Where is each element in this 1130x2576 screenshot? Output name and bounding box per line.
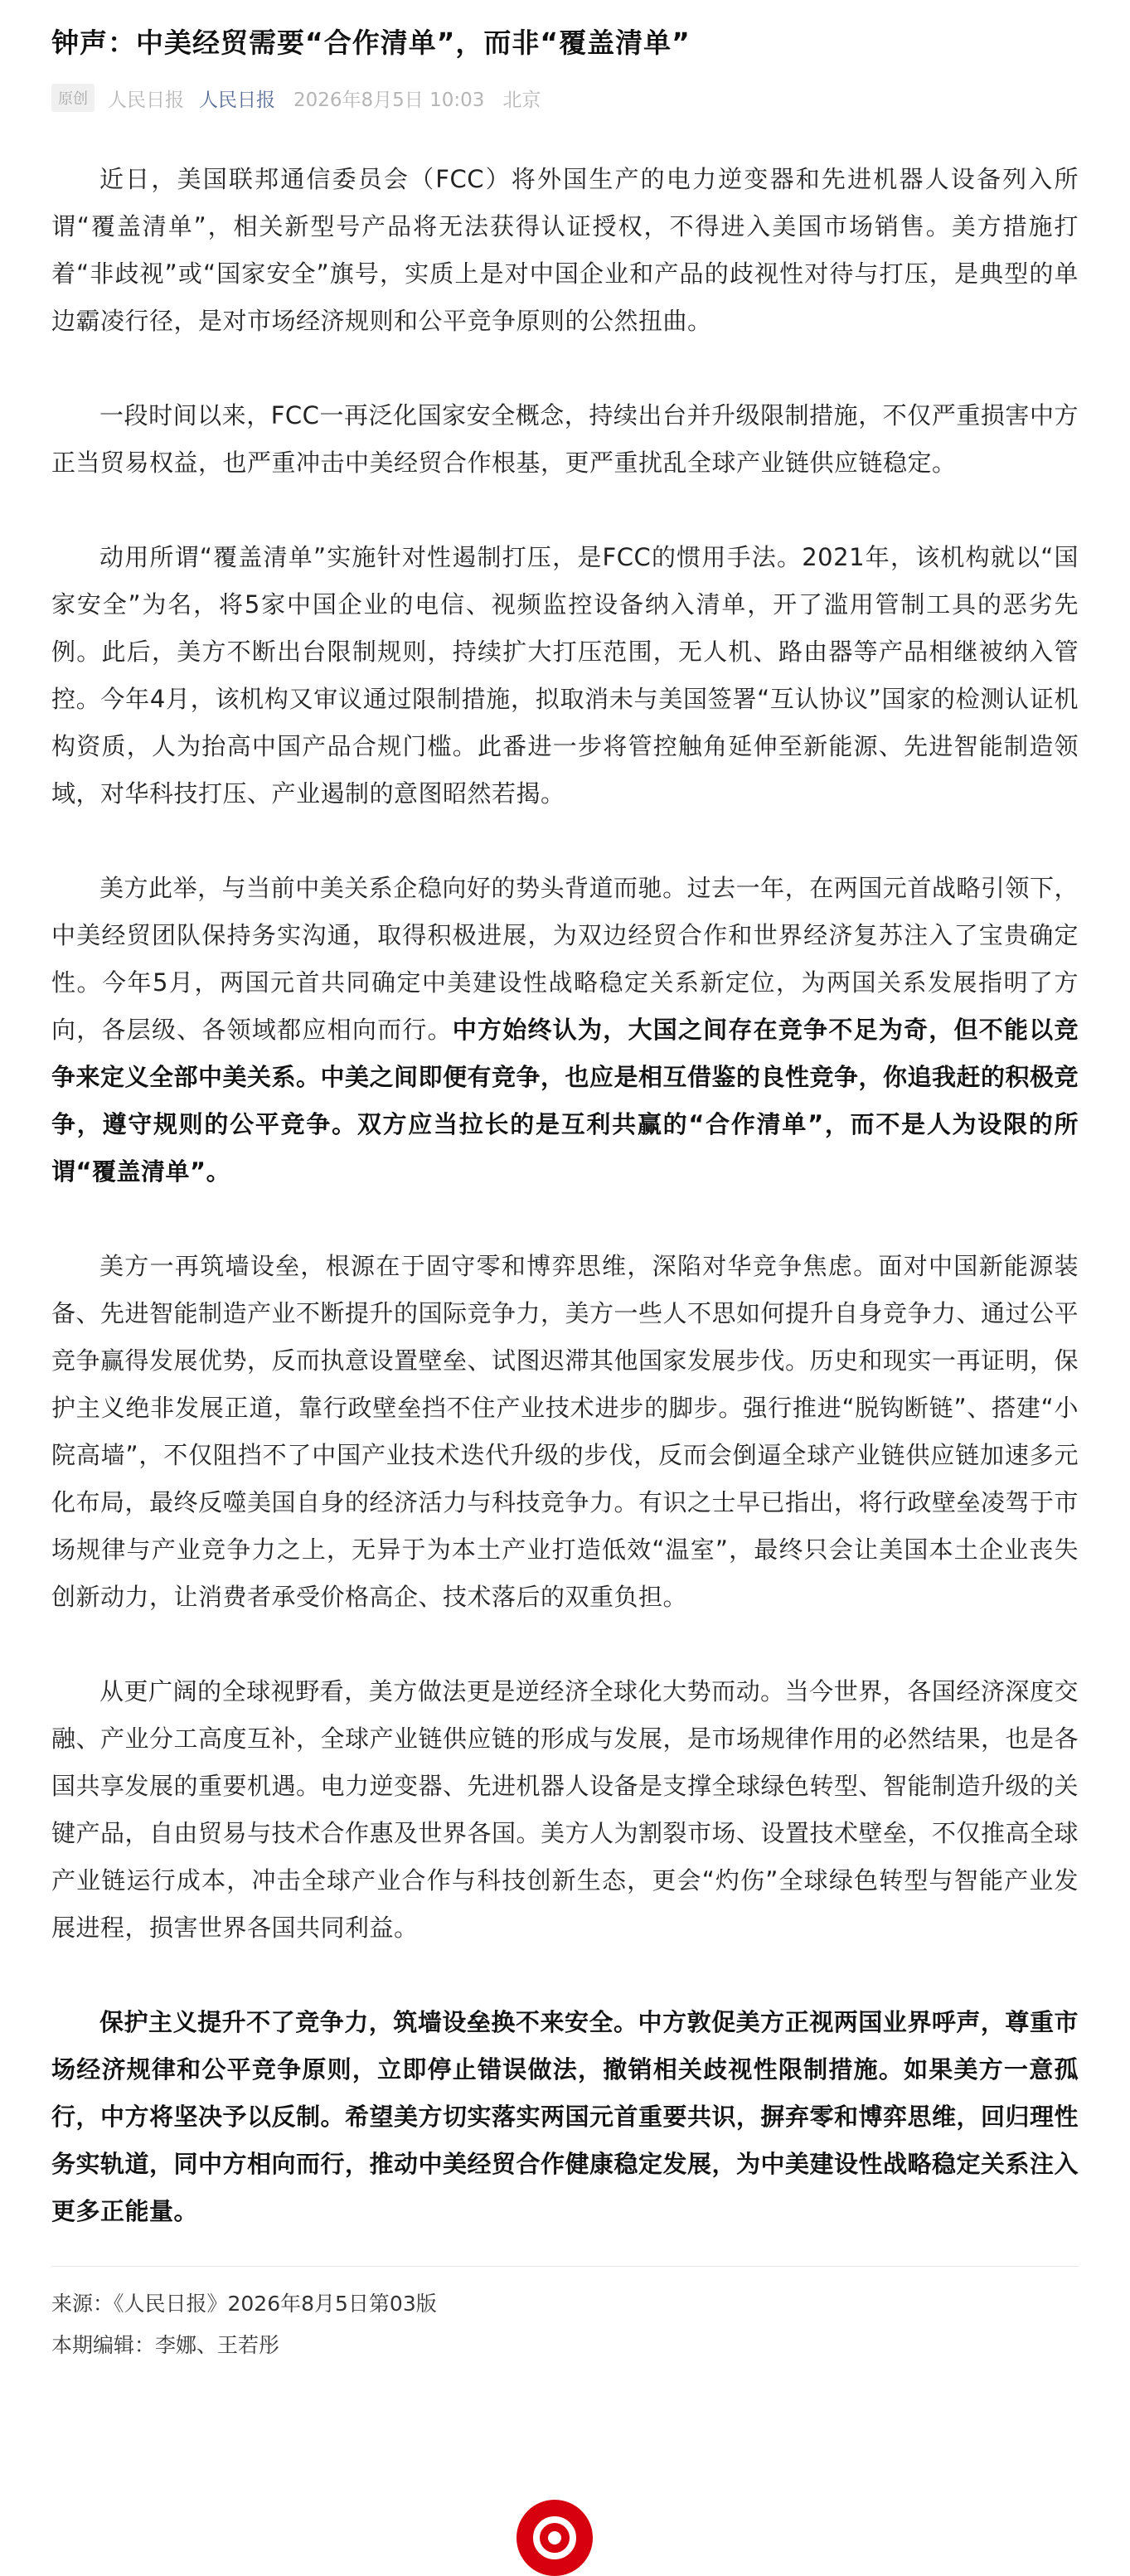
weibo-at-logo-icon	[517, 2500, 593, 2576]
publish-time: 2026年8月5日 10:03	[293, 89, 485, 111]
paragraph: 美方此举，与当前中美关系企稳向好的势头背道而驰。过去一年，在两国元首战略引领下，中美经贸团队保持务实沟通，取得积极进展，为双边经贸合作和世界经济复苏注入了宝贵确定性。今年5月，两国元首共同确定中美建设性战略稳定关系新定位，为两国关系发展指明了方向，各层级、各领域都应相向而行。中方始终认为，大国之间存在竞争不足为奇，但不能以竞争来定义全部中美关系。中美之间即便有竞争，也应是相互借鉴的良性竞争，你追我赶的积极竞争，遵守规则的公平竞争。双方应当拉长的是互利共赢的“合作清单”，而不是人为设限的所谓“覆盖清单”。	[51, 874, 1079, 1186]
paragraph	[51, 1999, 1079, 2235]
editor-line: 本期编辑：李娜、王若彤	[51, 2333, 280, 2357]
account-link[interactable]: 人民日报	[199, 89, 275, 111]
article-meta	[51, 81, 1079, 114]
paragraph: 从更广阔的全球视野看，美方做法更是逆经济全球化大势而动。当今世界，各国经济深度交融、产业分工高度互补，全球产业链供应链的形成与发展，是市场规律作用的必然结果，也是各国共享发展的重要机遇。电力逆变器、先进机器人设备是支撑全球绿色转型、智能制造升级的关键产品，自由贸易与技术合作惠及世界各国。美方人为割裂市场、设置技术壁垒，不仅推高全球产业链运行成本，冲击全球产业合作与科技创新生态，更会“灼伤”全球绿色转型与智能产业发展进程，损害世界各国共同利益。	[51, 1677, 1079, 1942]
publish-location: 北京	[502, 89, 541, 111]
source-name: 人民日报	[108, 89, 184, 111]
bold-text: 保护主义提升不了竞争力，筑墙设垒换不来安全。中方敦促美方正视两国业界呼声，尊重市场经济规律和公平竞争原则，立即停止错误做法，撤销相关歧视性限制措施。如果美方一意孤行，中方将坚决予以反制。希望美方切实落实两国元首重要共识，摒弃零和博弈思维，回归理性务实轨道，同中方相向而行，推动中美经贸合作健康稳定发展，为中美建设性战略稳定关系注入更多正能量。	[51, 2008, 1079, 2225]
article-title: 钟声：中美经贸需要“合作清单”，而非“覆盖清单”	[51, 27, 691, 59]
paragraph: 美方一再筑墙设垒，根源在于固守零和博弈思维，深陷对华竞争焦虑。面对中国新能源装备、先进智能制造产业不断提升的国际竞争力，美方一些人不思如何提升自身竞争力、通过公平竞争赢得发展优势，反而执意设置壁垒、试图迟滞其他国家发展步伐。历史和现实一再证明，保护主义绝非发展正道，靠行政壁垒挡不住产业技术进步的脚步。强行推进“脱钩断链”、搭建“小院高墙”，不仅阻挡不了中国产业技术迭代升级的步伐，反而会倒逼全球产业链供应链加速多元化布局，最终反噬美国自身的经济活力与科技竞争力。有识之士早已指出，将行政壁垒凌驾于市场规律与产业竞争力之上，无异于为本土产业打造低效“温室”，最终只会让美国本土企业丧失创新动力，让消费者承受价格高企、技术落后的双重负担。	[51, 1252, 1079, 1611]
article-body	[51, 156, 1079, 2235]
bold-text: 中方始终认为，大国之间存在竞争不足为奇，但不能以竞争来定义全部中美关系。中美之间即便有竞争，也应是相互借鉴的良性竞争，你追我赶的积极竞争，遵守规则的公平竞争。双方应当拉长的是互利共赢的“合作清单”，而不是人为设限的所谓“覆盖清单”。	[51, 1016, 1079, 1186]
paragraph: 近日，美国联邦通信委员会（FCC）将外国生产的电力逆变器和先进机器人设备列入所谓“覆盖清单”，相关新型号产品将无法获得认证授权，不得进入美国市场销售。美方措施打着“非歧视”或“国家安全”旗号，实质上是对中国企业和产品的歧视性对待与打压，是典型的单边霸凌行径，是对市场经济规则和公平竞争原则的公然扭曲。	[51, 165, 1079, 335]
paragraph: 动用所谓“覆盖清单”实施针对性遏制打压，是FCC的惯用手法。2021年，该机构就以“国家安全”为名，将5家中国企业的电信、视频监控设备纳入清单，开了滥用管制工具的恶劣先例。此后，美方不断出台限制规则，持续扩大打压范围，无人机、路由器等产品相继被纳入管控。今年4月，该机构又审议通过限制措施，拟取消未与美国签署“互认协议”国家的检测认证机构资质，人为抬高中国产品合规门槛。此番进一步将管控触角延伸至新能源、先进智能制造领域，对华科技打压、产业遏制的意图昭然若揭。	[51, 543, 1079, 808]
source-line: 来源：《人民日报》2026年8月5日第03版	[51, 2292, 437, 2316]
article-footer	[51, 2266, 1079, 2366]
paragraph: 一段时间以来，FCC一再泛化国家安全概念，持续出台并升级限制措施，不仅严重损害中方正当贸易权益，也严重冲击中美经贸合作根基，更严重扰乱全球产业链供应链稳定。	[51, 401, 1079, 477]
original-badge: 原创	[51, 84, 95, 112]
